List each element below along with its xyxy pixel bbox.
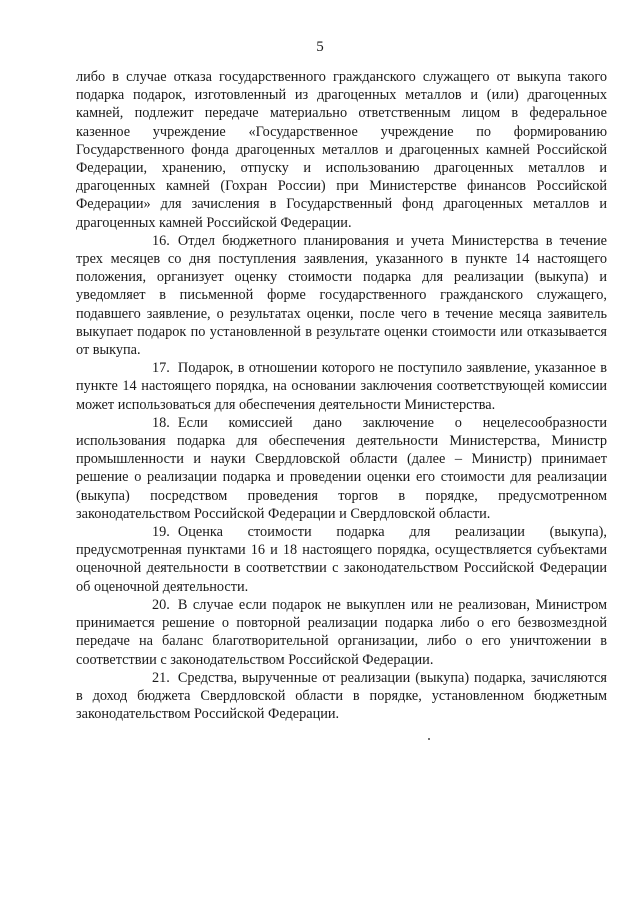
paragraph-number: 19. [152,524,170,541]
paragraph-continuation: либо в случае отказа государственного гражданского служащего от выкупа такого подарка подарок, изготовленный из драгоценных металлов и (или) драгоценных камней, подлежит передаче материально ответственным лицом в федеральное казенное учреждение «Государственное учреждение по формированию Государственного фонда драгоценных металлов и драгоценных камней Российской Федерации, хранению, отпуску и использованию драгоценных металлов и драгоценных камней (Гохран России) при Министерстве финансов Российской Федерации» для зачисления в Государственный фонд драгоценных металлов и драгоценных камней Российской Федерации. [76,69,607,231]
document-body [76,68,607,723]
paragraph-text: Отдел бюджетного планирования и учета Министерства в течение трех месяцев со дня поступления заявления, указанного в пункте 14 настоящего положения, организует оценку стоимости подарка для реализации (выкупа) и уведомляет в письменной форме государственного гражданского служащего, подавшего заявление, о результатах оценки, после чего в течение месяца заявитель выкупает подарок по установленной в результате оценки стоимости или отказывается от выкупа. [76,232,607,359]
paragraph-text: Оценка стоимости подарка для реализации (выкупа), предусмотренная пунктами 16 и 18 настоящего порядка, осуществляется субъектами оценочной деятельности в соответствии с законодательством Российской Федерации об оценочной деятельности. [76,524,607,595]
paragraph-16 [76,232,607,359]
paragraph-text: В случае если подарок не выкуплен или не реализован, Министром принимается решение о повторной реализации подарка либо о его безвозмездной передаче на баланс благотворительной организации, либо о его уничтожении в соответствии с законодательством Российской Федерации. [76,596,607,668]
paragraph-text: Подарок, в отношении которого не поступило заявление, указанное в пункте 14 настоящего порядка, на основании заключения соответствующей комиссии может использоваться для обеспечения деятельности Министерства. [76,360,607,413]
page-number: 5 [316,39,324,55]
paragraph-20 [76,596,607,669]
paragraph-19 [76,523,607,596]
paragraph-number: 16. [152,232,170,249]
paragraph-text: Если комиссией дано заключение о нецелесообразности использования подарка для обеспечения деятельности Министерства, Министр промышленности и науки Свердловской области (далее – Министр) принимает решение о реализации подарка и проведении оценки его стоимости для реализации (выкупа) посредством проведения торгов в порядке, предусмотренном законодательством Российской Федерации и Свердловской области. [76,414,607,522]
paragraph-21 [76,669,607,724]
paragraph-17 [76,359,607,414]
paragraph-text: Средства, вырученные от реализации (выкупа) подарка, зачисляются в доход бюджета Свердловской области в порядке, установленном бюджетным законодательством Российской Федерации. [76,669,607,723]
scan-dot-mark [428,738,430,740]
paragraph-number: 17. [152,360,170,377]
paragraph-18 [76,414,607,523]
paragraph-number: 18. [152,414,170,431]
paragraph-number: 20. [152,596,170,613]
paragraph-number: 21. [152,669,170,686]
